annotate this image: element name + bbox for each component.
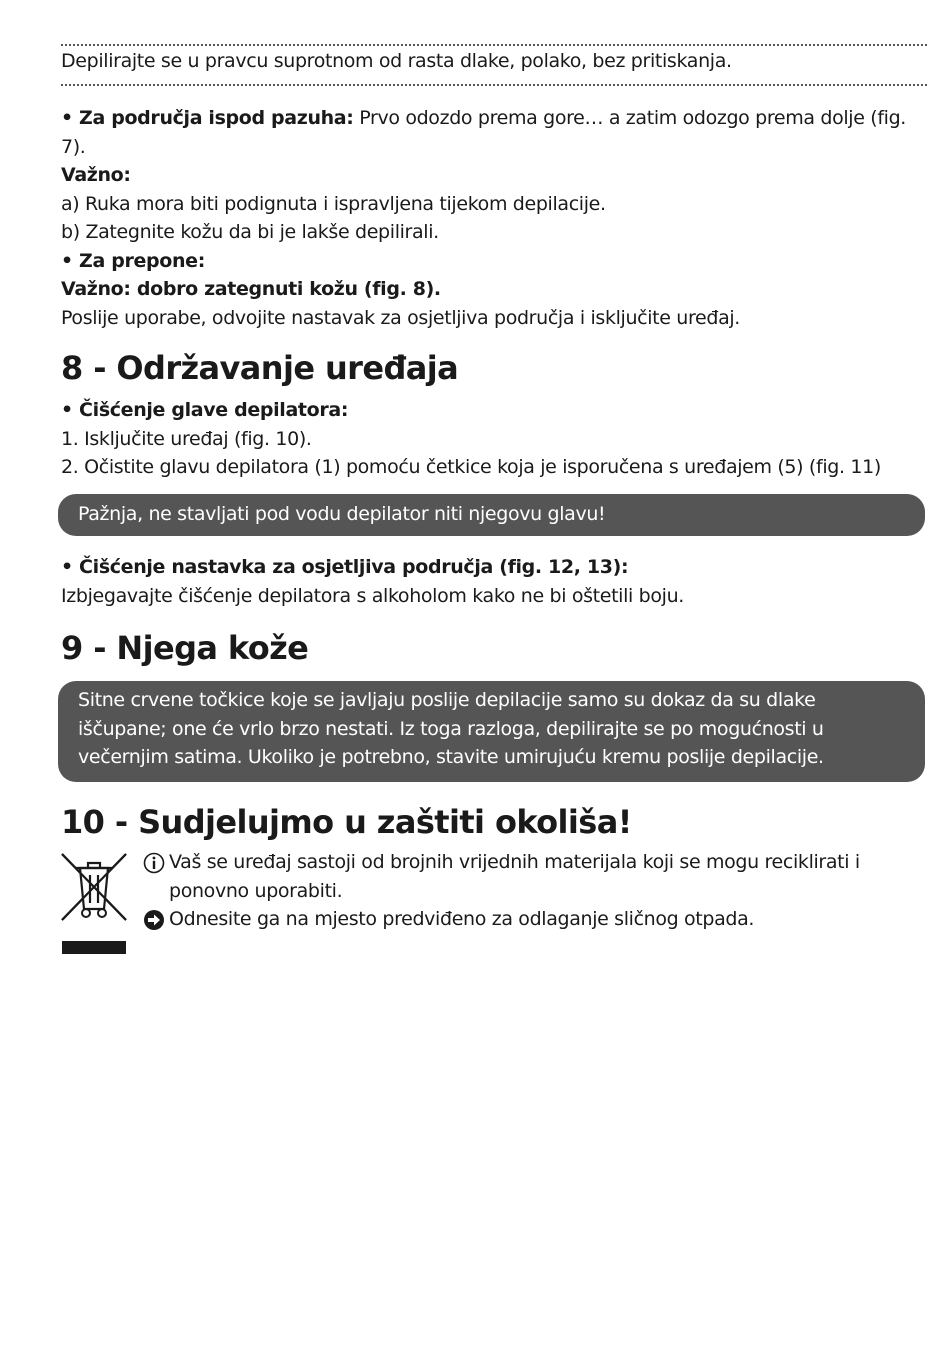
warning-notice: Pažnja, ne stavljati pod vodu depilator niti njegovu glavu! xyxy=(58,494,925,536)
recycle-info-text: Vaš se uređaj sastoji od brojnih vrijednih materijala koji se mogu reciklirati i ponovno uporabiti. xyxy=(169,851,860,902)
skin-care-notice: Sitne crvene točkice koje se javljaju poslije depilacije samo su dokaz da su dlake iščupane; one će vrlo brzo nestati. Iz toga razloga, depilirajte se po mogućnosti u večernjim satima. Ukoliko je potrebno, stavite umirujuću kremu poslije depilacije. xyxy=(58,681,925,782)
list-item xyxy=(143,848,923,905)
after-use-text: Poslije uporabe, odvojite nastavak za osjetljiva područja i isključite uređaj. xyxy=(61,306,740,329)
list-item xyxy=(143,905,923,934)
head-cleaning-instructions xyxy=(61,396,927,482)
attachment-cleaning-label: • Čišćenje nastavka za osjetljiva područja (fig. 12, 13): xyxy=(61,556,629,578)
head-cleaning-label: • Čišćenje glave depilatora: xyxy=(61,399,349,421)
underarm-label: • Za područja ispod pazuha: xyxy=(61,107,354,129)
section-8-title: 8 - Održavanje uređaja xyxy=(61,349,459,387)
tip-text: Depilirajte se u pravcu suprotnom od rasta dlake, polako, bez pritiskanja. xyxy=(61,50,732,72)
crossed-out-bin-icon xyxy=(60,851,128,955)
section-10-title: 10 - Sudjelujmo u zaštiti okoliša! xyxy=(61,803,632,841)
dotted-divider-top xyxy=(61,44,927,46)
environment-list xyxy=(143,848,923,934)
tip-box xyxy=(61,44,927,72)
section-9-title: 9 - Njega kože xyxy=(61,629,309,667)
important-label: Važno: xyxy=(61,164,131,186)
attachment-cleaning-instructions xyxy=(61,553,927,610)
dotted-divider-bottom xyxy=(61,84,927,86)
underarm-instructions xyxy=(61,104,927,332)
underarm-text: Prvo odozdo prema gore… a zatim odozgo prema dolje (fig. 7). xyxy=(61,107,906,158)
groin-label: • Za prepone: xyxy=(61,249,205,272)
arrow-right-circle-icon xyxy=(143,909,165,931)
attachment-cleaning-text: Izbjegavajte čišćenje depilatora s alkoholom kako ne bi oštetili boju. xyxy=(61,584,684,607)
important-item-a: a) Ruka mora biti podignuta i ispravljena tijekom depilacije. xyxy=(61,192,606,215)
info-icon xyxy=(143,852,165,874)
groin-important: Važno: dobro zategnuti kožu (fig. 8). xyxy=(61,278,441,300)
disposal-text: Odnesite ga na mjesto predviđeno za odlaganje sličnog otpada. xyxy=(169,908,755,930)
important-item-b: b) Zategnite kožu da bi je lakše depilirali. xyxy=(61,221,439,243)
cleaning-step-2: 2. Očistite glavu depilatora (1) pomoću četkice koja je isporučena s uređajem (5) (fig. 11) xyxy=(61,456,881,478)
underarm-paragraph xyxy=(61,104,927,161)
cleaning-step-1: 1. Isključite uređaj (fig. 10). xyxy=(61,427,312,450)
